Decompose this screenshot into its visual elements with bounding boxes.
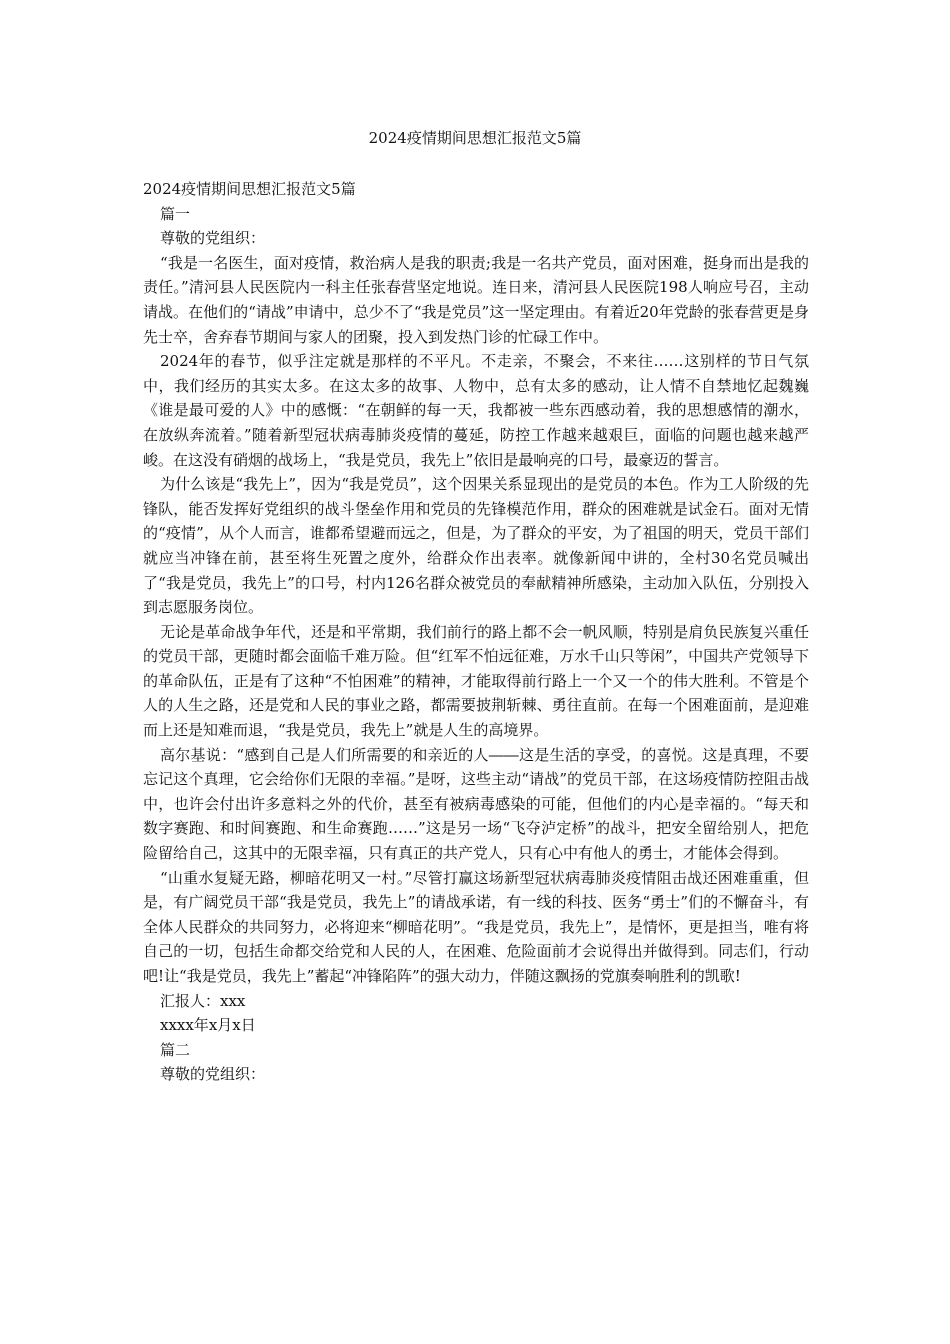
page-title: 2024疫情期间思想汇报范文5篇 bbox=[368, 129, 582, 147]
date-line: xxxx年x月x日 bbox=[160, 1016, 256, 1035]
body-paragraph: 为什么该是“我先上”，因为“我是党员”，这个因果关系显现出的是党员的本色。作为工人阶级的先锋队，能否发挥好党组织的战斗堡垒作用和党员的先锋模范作用，群众的困难就是试金石。面对无情的“疫情”，从个人而言，谁都希望避而远之，但是，为了群众的平安，为了祖国的明天，党员干部们就应当冲锋在前，甚至将生死置之度外，给群众作出表率。就像新闻中讲的，全村30名党员喊出了“我是党员，我先上”的口号，村内126名群众被党员的奉献精神所感染，主动加入队伍，分别投入到志愿服务岗位。 bbox=[143, 475, 809, 617]
body-paragraph: 2024年的春节，似乎注定就是那样的不平凡。不走亲，不聚会，不来往……这别样的节日气氛中，我们经历的其实太多。在这太多的故事、人物中，总有太多的感动，让人情不自禁地忆起魏巍《谁是最可爱的人》中的感慨：“在朝鲜的每一天，我都被一些东西感动着，我的思想感情的潮水，在放纵奔流着。”随着新型冠状病毒肺炎疫情的蔓延，防控工作越来越艰巨，面临的问题也越来越严峻。在这没有硝烟的战场上，“我是党员，我先上”依旧是最响亮的口号，最豪迈的誓言。 bbox=[143, 352, 809, 469]
section-label: 篇一 bbox=[160, 204, 191, 223]
body-paragraph: “我是一名医生，面对疫情，救治病人是我的职责;我是一名共产党员，面对困难，挺身而出是我的责任。”清河县人民医院内一科主任张春营坚定地说。连日来，清河县人民医院198人响应号召，主动请战。在他们的“请战”申请中，总少不了“我是党员”这一坚定理由。有着近20年党龄的张春营更是身先士卒，舍弃春节期间与家人的团聚，投入到发热门诊的忙碌工作中。 bbox=[143, 253, 809, 346]
body-paragraph: “山重水复疑无路，柳暗花明又一村。”尽管打赢这场新型冠状病毒肺炎疫情阻击战还困难重重，但是，有广阔党员干部“我是党员，我先上”的请战承诺，有一线的科技、医务“勇士”们的不懈奋斗，有全体人民群众的共同努力，必将迎来“柳暗花明”。“我是党员，我先上”，是情怀，更是担当，唯有将自己的一切，包括生命都交给党和人民的人，在困难、危险面前才会说得出并做得到。同志们，行动吧!让“我是党员，我先上”蓄起“冲锋陷阵”的强大动力，伴随这飘扬的党旗奏响胜利的凯歌! bbox=[143, 868, 809, 985]
body-paragraph: 高尔基说：“感到自己是人们所需要的和亲近的人――这是生活的享受，的喜悦。这是真理，不要忘记这个真理，它会给你们无限的幸福。”是呀，这些主动“请战”的党员干部，在这场疫情防控阻击战中，也许会付出许多意料之外的代价，甚至有被病毒感染的可能，但他们的内心是幸福的。“每天和数字赛跑、和时间赛跑、和生命赛跑……”这是另一场“飞夺泸定桥”的战斗，把安全留给别人，把危险留给自己，这其中的无限幸福，只有真正的共产党人，只有心中有他人的勇士，才能体会得到。 bbox=[143, 745, 809, 863]
salutation: 尊敬的党组织： bbox=[160, 229, 266, 248]
document-body bbox=[143, 177, 809, 1087]
document-heading: 2024疫情期间思想汇报范文5篇 bbox=[143, 180, 356, 198]
body-paragraph: 无论是革命战争年代，还是和平常期，我们前行的路上都不会一帆风顺，特别是肩负民族复兴重任的党员干部，更随时都会面临千难万险。但“红军不怕远征难，万水千山只等闲”，中国共产党领导下的革命队伍，正是有了这种“不怕困难”的精神，才能取得前行路上一个又一个的伟大胜利。不管是个人的人生之路，还是党和人民的事业之路，都需要披荆斩棘、勇往直前。在每一个困难面前，是迎难而上还是知难而退，“我是党员，我先上”就是人生的高境界。 bbox=[143, 622, 809, 740]
reporter-line: 汇报人：xxx bbox=[160, 991, 246, 1010]
salutation: 尊敬的党组织： bbox=[160, 1065, 266, 1084]
section-label: 篇二 bbox=[160, 1040, 191, 1059]
